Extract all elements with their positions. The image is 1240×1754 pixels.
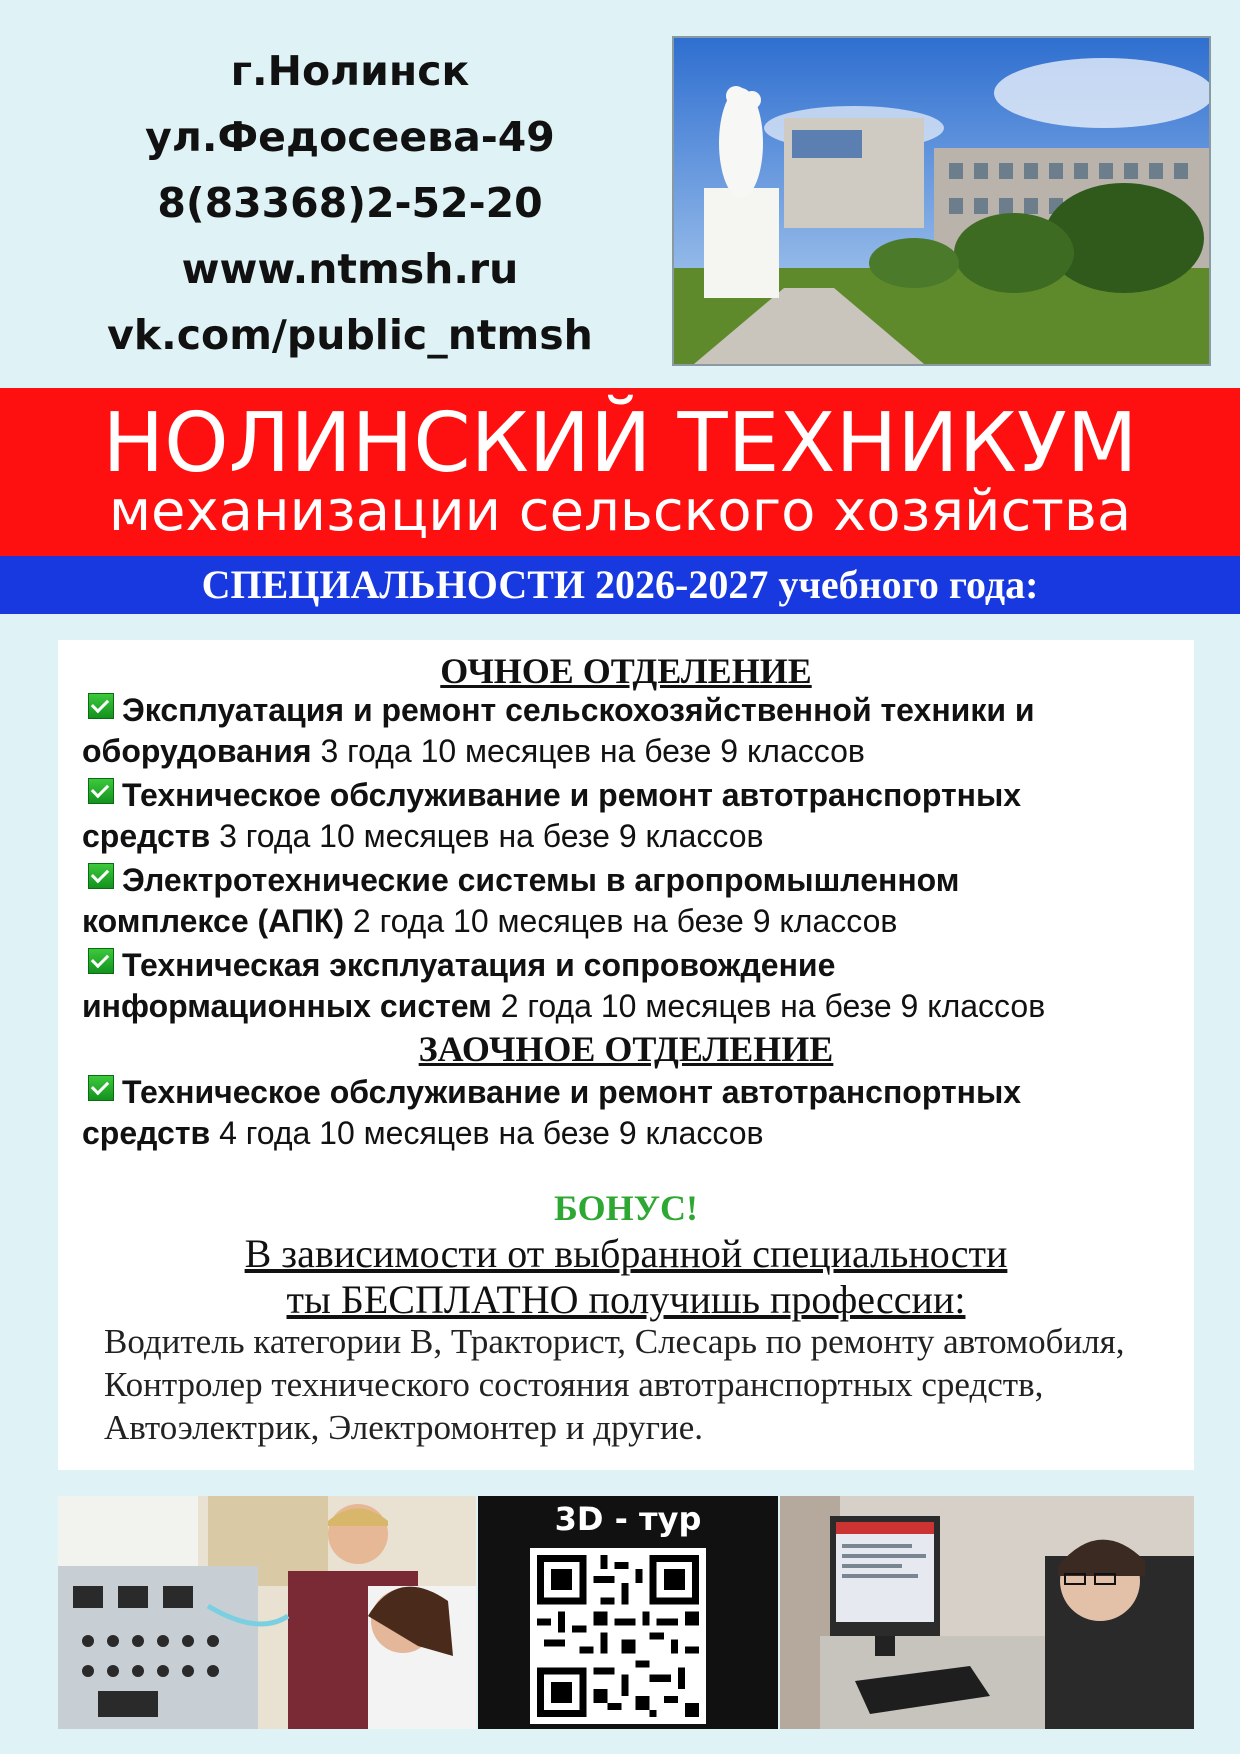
computer-student-photo bbox=[780, 1496, 1194, 1729]
website[interactable]: www.ntmsh.ru bbox=[181, 245, 519, 293]
bonus-title: БОНУС! bbox=[554, 1188, 698, 1228]
city: г.Нолинск bbox=[230, 47, 470, 95]
checkbox-icon bbox=[88, 693, 114, 719]
street-address: ул.Федосеева-49 bbox=[145, 113, 555, 161]
specialty-item: Техническая эксплуатация и сопровождение информационных систем 2 года 10 месяцев на безе 9 классов bbox=[82, 947, 1046, 1024]
specialty-item: Электротехнические системы в агропромышленном комплексе (АПК) 2 года 10 месяцев на безе 9 классов bbox=[82, 862, 960, 939]
checkbox-icon bbox=[88, 778, 114, 804]
phone-number: 8(83368)2-52-20 bbox=[157, 179, 543, 227]
vk-link[interactable]: vk.com/public_ntmsh bbox=[107, 311, 593, 359]
bonus-line-2: ты БЕСПЛАТНО получишь профессии: bbox=[286, 1277, 966, 1322]
professions-list: Водитель категории В, Тракторист, Слесарь по ремонту автомобиля, Контролер технического состояния автотранспортных средств, Автоэлектрик, Электромонтер и другие. bbox=[104, 1322, 1125, 1447]
checkbox-icon bbox=[88, 948, 114, 974]
specialty-item: Техническое обслуживание и ремонт автотранспортных средств 4 года 10 месяцев на безе 9 классов bbox=[82, 1074, 1022, 1151]
part-time-heading: ЗАОЧНОЕ ОТДЕЛЕНИЕ bbox=[418, 1029, 834, 1069]
specialty-item: Техническое обслуживание и ремонт автотранспортных средств 3 года 10 месяцев на безе 9 классов bbox=[82, 777, 1022, 854]
specialty-item: Эксплуатация и ремонт сельскохозяйственной техники и оборудования 3 года 10 месяцев на безе 9 классов bbox=[82, 692, 1035, 769]
full-time-heading: ОЧНОЕ ОТДЕЛЕНИЕ bbox=[440, 651, 812, 691]
3d-tour-label: 3D - тур bbox=[554, 1500, 702, 1538]
contacts-block bbox=[40, 38, 660, 368]
bonus-line-1: В зависимости от выбранной специальности bbox=[244, 1231, 1008, 1276]
checkbox-icon bbox=[88, 1075, 114, 1101]
checkbox-icon bbox=[88, 863, 114, 889]
3d-tour-block[interactable] bbox=[478, 1496, 778, 1729]
lab-students-photo bbox=[58, 1496, 476, 1729]
specialties-heading: СПЕЦИАЛЬНОСТИ 2026-2027 учебного года: bbox=[201, 562, 1039, 607]
college-subtitle: механизации сельского хозяйства bbox=[108, 479, 1132, 544]
college-building-photo bbox=[672, 36, 1211, 366]
qr-code[interactable] bbox=[530, 1548, 706, 1724]
college-title: НОЛИНСКИЙ ТЕХНИКУМ bbox=[102, 396, 1138, 491]
